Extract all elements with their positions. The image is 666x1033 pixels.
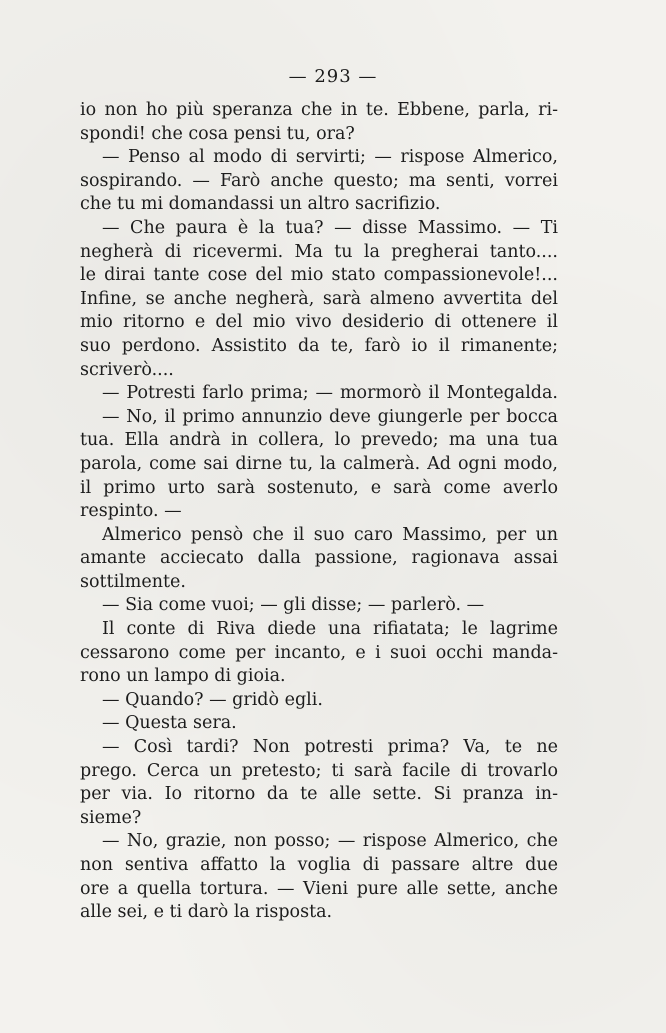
text-line: — Sia come vuoi; — gli disse; — parlerò. — [102,595,485,616]
text-line: Il conte di Riva diede una rifiatata; le lagrime [102,619,558,640]
text-line: prego. Cerca un pretesto; ti sarà facile di trovarlo [80,760,558,781]
text-line: ore a quella tortura. — Vieni pure alle sette, anche [80,878,558,899]
text-line: sieme? [80,807,142,828]
text-line: sottilmente. [80,571,186,592]
text-line: per via. Io ritorno da te alle sette. Si pranza in- [80,784,558,805]
text-line: — No, grazie, non posso; — rispose Almerico, che [102,831,558,852]
text-line: parola, come sai dirne tu, la calmerà. Ad ogni modo, [80,453,558,474]
text-line: non sentiva affatto la voglia di passare altre due [80,855,558,875]
text-line: mio ritorno e del mio vivo desiderio di ottenere il [80,312,558,333]
text-line: — Questa sera. [102,713,237,734]
text-line: negherà di ricevermi. Ma tu la pregherai tanto.... [80,241,558,262]
page-number: — 293 — [288,66,378,87]
text-line: cessarono come per incanto, e i suoi occhi manda- [80,642,558,663]
text-line: tua. Ella andrà in collera, lo prevedo; ma una tua [80,430,558,451]
text-line: suo perdono. Assistito da te, farò io il rimanente; [80,335,558,356]
text-line: — Potresti farlo prima; — mormorò il Montegalda. [102,383,558,404]
text-line: le dirai tante cose del mio stato compassionevole!... [80,265,558,286]
text-line: scriverò.... [80,359,174,380]
text-line: spondi! che cosa pensi tu, ora? [80,123,355,144]
text-line: — Che paura è la tua? — disse Massimo. — Ti [102,217,558,238]
text-line: — Penso al modo di servirti; — rispose Almerico, [102,147,558,168]
text-line: io non ho più speranza che in te. Ebbene, parla, ri- [80,100,558,120]
text-line: — Così tardi? Non potresti prima? Va, te ne [102,737,558,758]
text-line: sospirando. — Farò anche questo; ma senti, vorrei [80,170,558,191]
text-line: il primo urto sarà sostenuto, e sarà come averlo [80,477,558,498]
text-line: — Quando? — gridò egli. [102,689,323,710]
text-line: Almerico pensò che il suo caro Massimo, per un [102,524,558,545]
text-line: amante acciecato dalla passione, ragionava assai [80,548,558,569]
text-line: — No, il primo annunzio deve giungerle per bocca [102,406,558,427]
text-line: rono un lampo di gioia. [80,666,286,687]
text-line: alle sei, e ti darò la risposta. [80,902,333,923]
text-line: respinto. — [80,501,182,522]
body-text [80,99,558,925]
text-line: Infine, se anche negherà, sarà almeno avvertita del [80,288,558,309]
text-line: che tu mi domandassi un altro sacrifizio. [80,194,441,215]
